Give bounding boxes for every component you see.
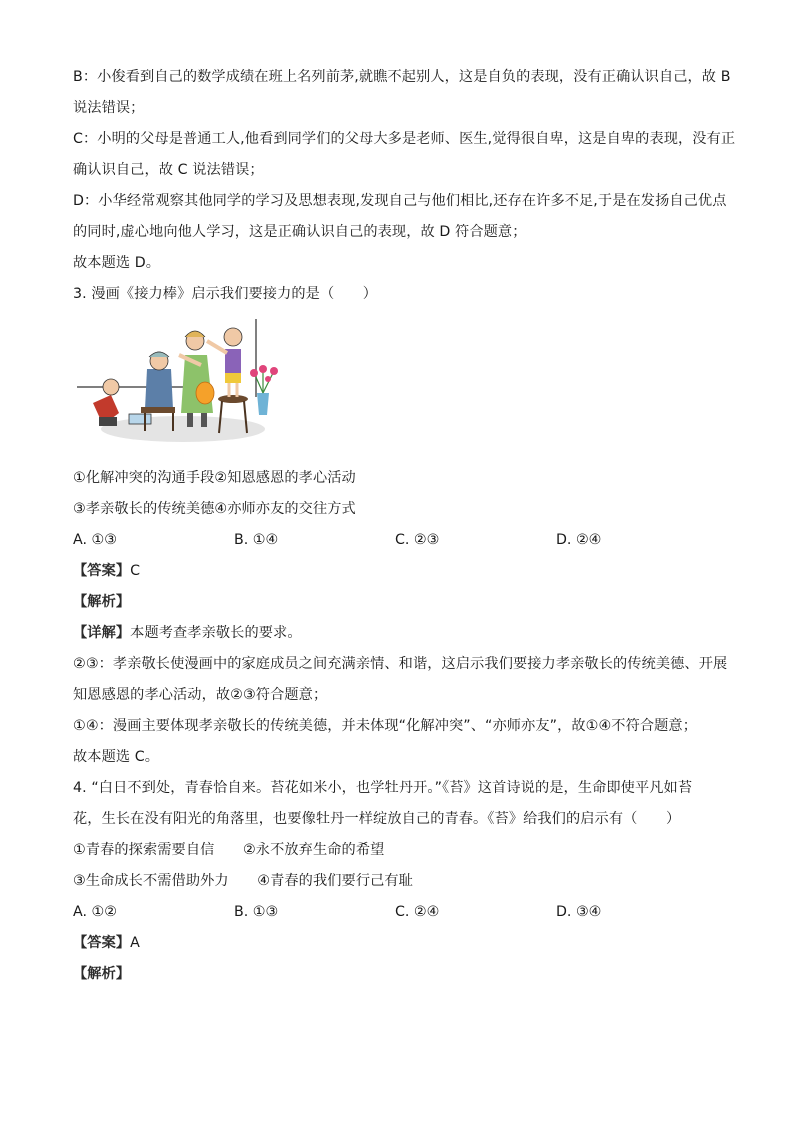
detail-tag: 【详解】	[73, 625, 131, 641]
detail-text: 本题考查孝亲敬长的要求。	[130, 625, 302, 641]
paragraph-line: 故本题选 D。	[73, 255, 161, 271]
analysis-heading	[73, 587, 723, 618]
answer-line	[73, 928, 723, 959]
option-d: D. ②④	[556, 532, 602, 548]
explanation-line: 知恩感恩的孝心活动，故②③符合题意；	[73, 687, 328, 703]
option-d: D. ③④	[556, 904, 602, 920]
q3-options	[73, 525, 723, 556]
paragraph-line: D：小华经常观察其他同学的学习及思想表现,发现自己与他们相比,还存在许多不足,于是在发扬自己优点	[73, 193, 727, 209]
statement-line: ①青春的探索需要自信 ②永不放弃生命的希望	[73, 842, 385, 858]
option-b: B. ①③	[234, 904, 279, 920]
option-a: A. ①②	[73, 904, 117, 920]
option-c: C. ②④	[395, 904, 440, 920]
statement-line: ①化解冲突的沟通手段②知恩感恩的孝心活动	[73, 470, 356, 486]
relay-baton-cartoon	[73, 313, 283, 445]
statement-line: ③生命成长不需借助外力 ④青春的我们要行己有耻	[73, 873, 413, 889]
paragraph-line: 说法错误；	[73, 100, 145, 116]
analysis-tag: 【解析】	[73, 966, 131, 982]
paragraph-line: C：小明的父母是普通工人,他看到同学们的父母大多是老师、医生,觉得很自卑，这是自卑的表现，没有正	[73, 131, 736, 147]
answer-line	[73, 556, 723, 587]
analysis-tag: 【解析】	[73, 594, 131, 610]
explanation-line: ①④：漫画主要体现孝亲敬长的传统美德，并未体现“化解冲突”、“亦师亦友”，故①④不符合题意；	[73, 718, 698, 734]
analysis-heading	[73, 959, 723, 990]
question-3-stem: 3. 漫画《接力棒》启示我们要接力的是（ ）	[73, 286, 378, 302]
question-4-stem: 花，生长在没有阳光的角落里，也要像牡丹一样绽放自己的青春。《苔》给我们的启示有（ ）	[73, 811, 681, 827]
answer-tag: 【答案】	[73, 935, 131, 951]
option-b: B. ①④	[234, 532, 279, 548]
document-page	[73, 62, 736, 990]
paragraph-line: B：小俊看到自己的数学成绩在班上名列前茅,就瞧不起别人，这是自负的表现，没有正确认识自己，故 B	[73, 69, 731, 85]
paragraph-line: 确认识自己，故 C 说法错误；	[73, 162, 264, 178]
answer-tag: 【答案】	[73, 563, 131, 579]
statement-line: ③孝亲敬长的传统美德④亦师亦友的交往方式	[73, 501, 356, 517]
detail-line	[73, 618, 723, 649]
question-4-stem: 4. “白日不到处，青春恰自来。苔花如米小，也学牡丹开。”《苔》这首诗说的是，生命即使平凡如苔	[73, 780, 693, 796]
paragraph-line: 的同时,虚心地向他人学习，这是正确认识自己的表现，故 D 符合题意；	[73, 224, 527, 240]
explanation-line: 故本题选 C。	[73, 749, 160, 765]
answer-value: A	[130, 935, 140, 951]
q4-options	[73, 897, 723, 928]
answer-value: C	[130, 563, 141, 579]
option-c: C. ②③	[395, 532, 440, 548]
explanation-line: ②③：孝亲敬长使漫画中的家庭成员之间充满亲情、和谐，这启示我们要接力孝亲敬长的传统美德、开展	[73, 656, 728, 672]
option-a: A. ①③	[73, 532, 117, 548]
